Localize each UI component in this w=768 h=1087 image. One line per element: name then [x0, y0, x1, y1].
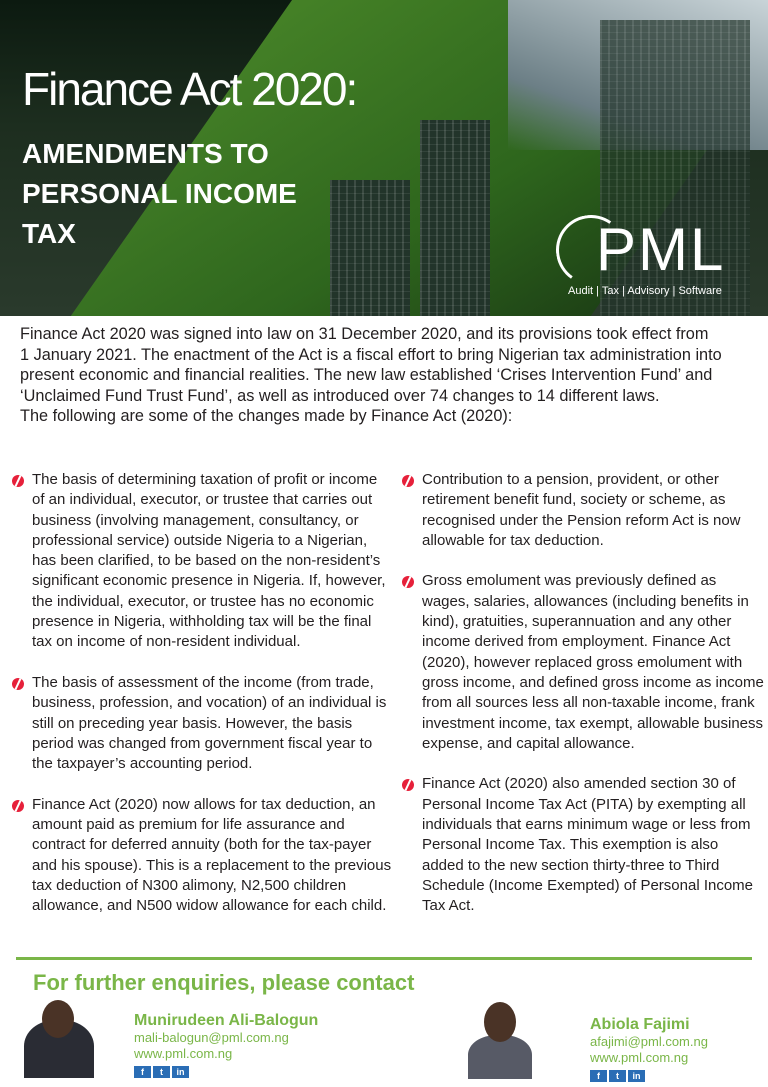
list-item [12, 673, 392, 774]
bullet-icon [402, 576, 414, 588]
list-item [12, 795, 392, 917]
bullet-icon [12, 678, 24, 690]
intro-line: Finance Act 2020 was signed into law on 31 December 2020, and its provisions took effect from [20, 325, 709, 343]
building-image [420, 120, 490, 316]
enquiries-heading: For further enquiries, please contact [33, 970, 415, 995]
twitter-icon[interactable]: t [153, 1066, 170, 1078]
logo-name: PML [596, 216, 726, 283]
right-column [402, 470, 764, 937]
header-banner [0, 0, 768, 316]
facebook-icon[interactable]: f [590, 1070, 607, 1082]
bullet-icon [12, 475, 24, 487]
intro-line: present economic and financial realities. The new law established ‘Crises Intervention Fund’ and [20, 366, 713, 385]
divider [16, 957, 752, 960]
contact-photo-head [484, 1002, 516, 1042]
page-subtitle [22, 134, 362, 254]
contact-photo-head [42, 1000, 74, 1038]
intro-line: The following are some of the changes made by Finance Act (2020): [20, 407, 513, 426]
subtitle-line: TAX [22, 218, 76, 249]
subtitle-line: AMENDMENTS TO [22, 138, 269, 169]
list-item [402, 470, 764, 551]
contact-email[interactable]: afajimi@pml.com.ng [590, 1034, 708, 1049]
list-item [402, 774, 764, 916]
contact-card [590, 1016, 708, 1082]
list-item [12, 470, 392, 653]
subtitle-line: PERSONAL INCOME [22, 178, 297, 209]
page-title: Finance Act 2020: [22, 63, 357, 115]
linkedin-icon[interactable]: in [628, 1070, 645, 1082]
list-item [402, 571, 764, 754]
bullet-icon [402, 475, 414, 487]
contact-email[interactable]: mali-balogun@pml.com.ng [134, 1030, 289, 1045]
item-text: The basis of assessment of the income (from trade, business, profession, and vocation) of an individual is still on preceding year basis. However, the basis period was changed from government fiscal year to the taxpayer’s accounting period. [32, 673, 387, 773]
contact-website[interactable]: www.pml.com.ng [590, 1050, 689, 1065]
intro-line: 1 January 2021. The enactment of the Act is a fiscal effort to bring Nigerian tax administration into [20, 345, 722, 364]
bullet-icon [402, 779, 414, 791]
item-text: Finance Act (2020) now allows for tax deduction, an amount paid as premium for life assurance and contract for deferred annuity (both for the tax-payer and his spouse). This is a replacement to the previous tax deduction of N300 alimony, N2,500 children allowance, and N500 widow allowance for each child. [32, 795, 392, 915]
item-text: Gross emolument was previously defined as wages, salaries, allowances (including benefits in kind), gratuities, superannuation and any other income derived from employment. Finance Act (2020), however replaced gross emolument with gross income, and defined gross income as income from all sources less all non-taxable income, frank investment income, tax exempt, allowable business expense, and capital allowance. [422, 572, 764, 752]
linkedin-icon[interactable]: in [172, 1066, 189, 1078]
facebook-icon[interactable]: f [134, 1066, 151, 1078]
intro-paragraph [20, 324, 760, 427]
contact-name: Munirudeen Ali-Balogun [134, 1012, 319, 1029]
contact-website[interactable]: www.pml.com.ng [134, 1046, 233, 1061]
intro-line: ‘Unclaimed Fund Trust Fund’, as well as introduced over 74 changes to 14 different laws. [20, 386, 660, 405]
logo-tagline: Audit | Tax | Advisory | Software [568, 285, 722, 297]
left-column [12, 470, 392, 937]
bullet-icon [12, 800, 24, 812]
item-text: Finance Act (2020) also amended section 30 of Personal Income Tax Act (PITA) by exempting all individuals that earns minimum wage or less from Personal Income Tax. This exemption is also added to the new section thirty-three to Third Schedule (Income Exempted) of Personal Income Tax Act. [422, 775, 754, 915]
item-text: The basis of determining taxation of profit or income of an individual, executor, or trustee that carries out business (involving management, consultancy, or professional service) outside Nigeria to a Nigerian, has been clarified, to be based on the non-resident’s significant economic presence in Nigeria. If, however, the individual, executor, or trustee has no economic presence in Nigeria, withholding tax will be the final tax on income of non-resident individual. [32, 471, 386, 651]
contact-name: Abiola Fajimi [590, 1016, 690, 1033]
twitter-icon[interactable]: t [609, 1070, 626, 1082]
contact-card [134, 1012, 318, 1078]
item-text: Contribution to a pension, provident, or other retirement benefit fund, society or scheme, as recognised under the Pension reform Act is now allowable for tax deduction. [422, 471, 741, 549]
